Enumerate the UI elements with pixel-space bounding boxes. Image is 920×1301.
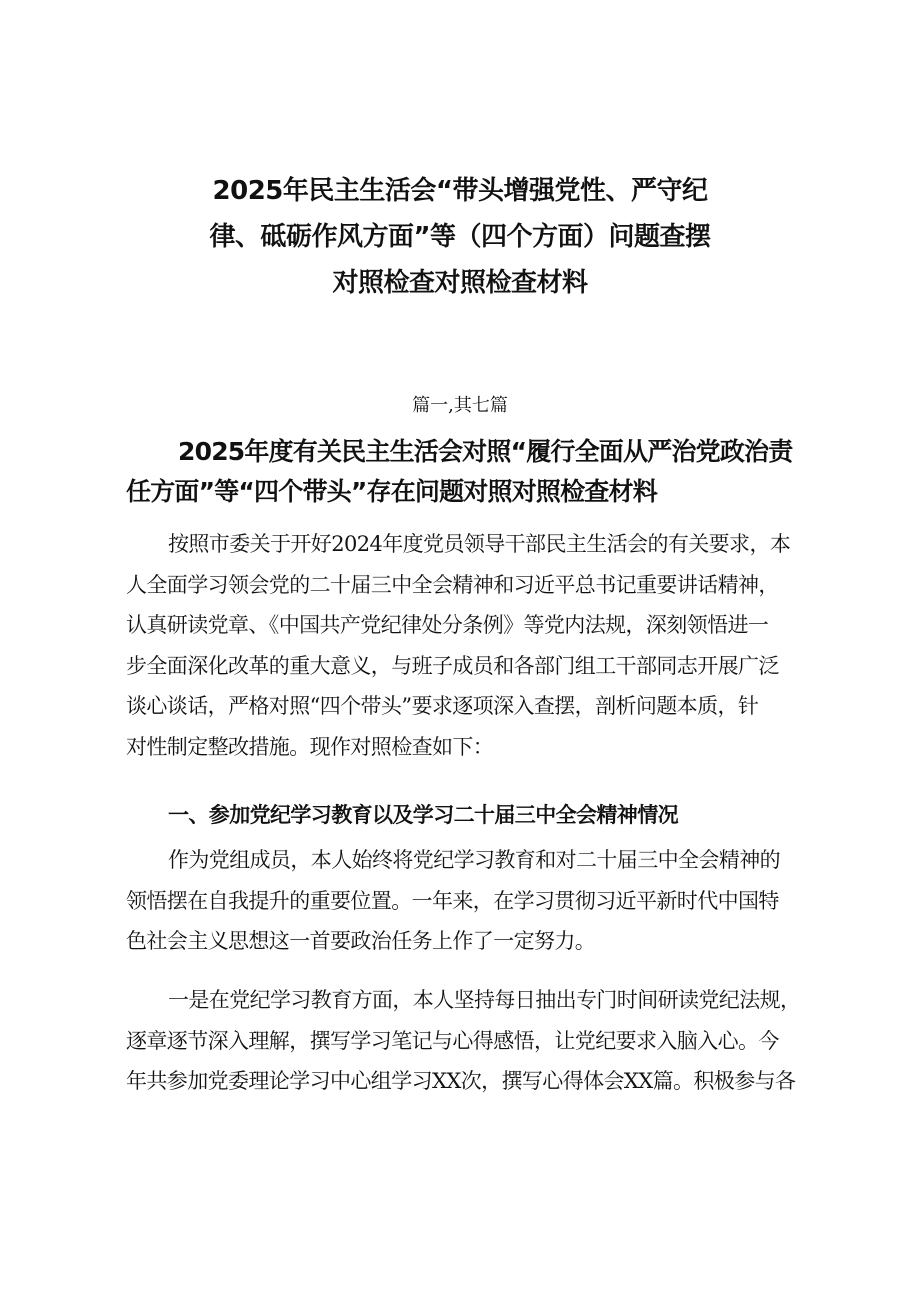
- part-label: 篇一,其七篇: [412, 395, 508, 416]
- article-title-line: 任方面”等“四个带头”存在问题对照对照检查材料: [126, 477, 657, 506]
- paragraph-line: 一是在党纪学习教育方面，本人坚持每日抽出专门时间研读党纪法规，: [168, 988, 801, 1012]
- paragraph-line: 人全面学习领会党的二十届三中全会精神和习近平总书记重要讲话精神，: [126, 572, 779, 597]
- article-title: [126, 432, 816, 512]
- paragraph-line: 谈心谈话，严格对照“四个带头”要求逐项深入查摆，剖析问题本质，针: [126, 694, 759, 718]
- paragraph-line: 认真研读党章、《中国共产党纪律处分条例》等党内法规，深刻领悟进一: [126, 613, 769, 637]
- section-paragraph: [126, 840, 816, 962]
- paragraph-line: 对性制定整改措施。现作对照检查如下：: [126, 734, 494, 759]
- article-title-line: 2025年度有关民主生活会对照“履行全面从严治党政治责: [178, 437, 793, 466]
- document-title-line: 对照检查对照检查材料: [332, 268, 588, 298]
- paragraph-line: 色社会主义思想这一首要政治任务上作了一定努力。: [126, 929, 596, 953]
- document-title-line: 律、砥砺作风方面”等（四个方面）问题查摆: [209, 222, 711, 252]
- paragraph-line: 步全面深化改革的重大意义，与班子成员和各部门组工干部同志开展广泛: [126, 653, 779, 678]
- section-heading: 一、参加党纪学习教育以及学习二十届三中全会精神情况: [168, 803, 678, 827]
- paragraph-line: 按照市委关于开好2024年度党员领导干部民主生活会的有关要求，本: [168, 532, 791, 556]
- document-title-line: 2025年民主生活会“带头增强党性、严守纪: [212, 176, 708, 206]
- intro-paragraph: [126, 524, 816, 767]
- paragraph-line: 作为党组成员，本人始终将党纪学习教育和对二十届三中全会精神的: [168, 848, 780, 872]
- paragraph-line: 年共参加党委理论学习中心组学习XX次，撰写心得体会XX篇。积极参与各: [126, 1069, 796, 1093]
- point-paragraph: [126, 980, 816, 1102]
- paragraph-line: 领悟摆在自我提升的重要位置。一年来，在学习贯彻习近平新时代中国特: [126, 888, 779, 913]
- document-title: [150, 168, 770, 306]
- paragraph-line: 逐章逐节深入理解，撰写学习笔记与心得感悟，让党纪要求入脑入心。今: [126, 1028, 779, 1053]
